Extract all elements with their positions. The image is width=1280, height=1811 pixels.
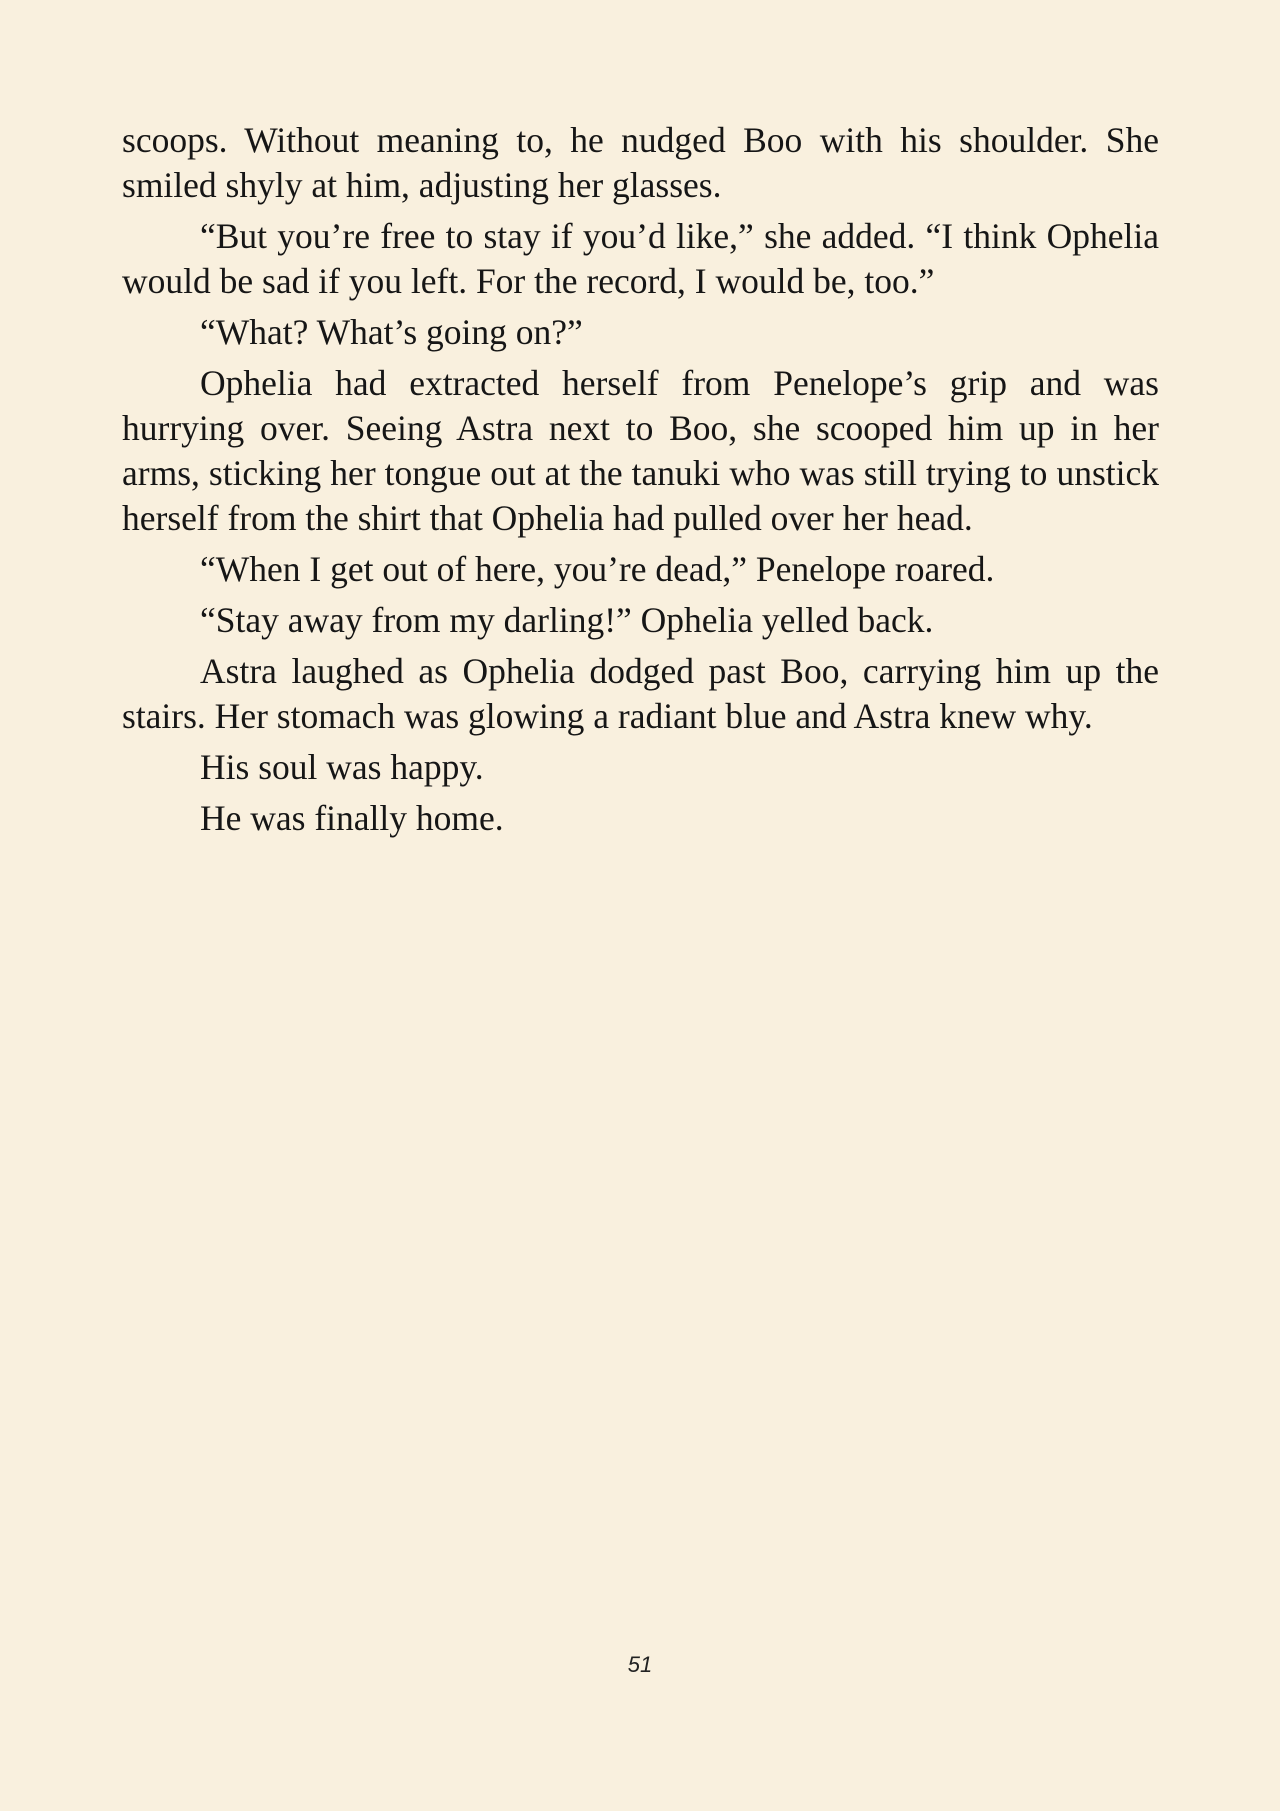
page-text-body	[122, 118, 1159, 847]
paragraph-3: “What? What’s going on?”	[200, 312, 583, 352]
paragraph-5: “When I get out of here, you’re dead,” Penelope roared.	[200, 549, 995, 589]
page-number: 51	[627, 1652, 653, 1677]
paragraph-8: His soul was happy.	[200, 747, 484, 787]
paragraph-6: “Stay away from my darling!” Ophelia yelled back.	[200, 600, 934, 640]
paragraph-2: “But you’re free to stay if you’d like,” she added. “I think Ophelia would be sad if you left. For the record, I would be, too.”	[122, 216, 1159, 301]
paragraph-7: Astra laughed as Ophelia dodged past Boo, carrying him up the stairs. Her stomach was glowing a radiant blue and Astra knew why.	[122, 651, 1159, 736]
paragraph-4: Ophelia had extracted herself from Penelope’s grip and was hurrying over. Seeing Astra next to Boo, she scooped him up in her arms, sticking her tongue out at the tanuki who was still trying to unstick herself from the shirt that Ophelia had pulled over her head.	[122, 363, 1159, 538]
paragraph-1: scoops. Without meaning to, he nudged Boo with his shoulder. She smiled shyly at him, adjusting her glasses.	[122, 120, 1159, 205]
paragraph-9: He was finally home.	[200, 798, 504, 838]
